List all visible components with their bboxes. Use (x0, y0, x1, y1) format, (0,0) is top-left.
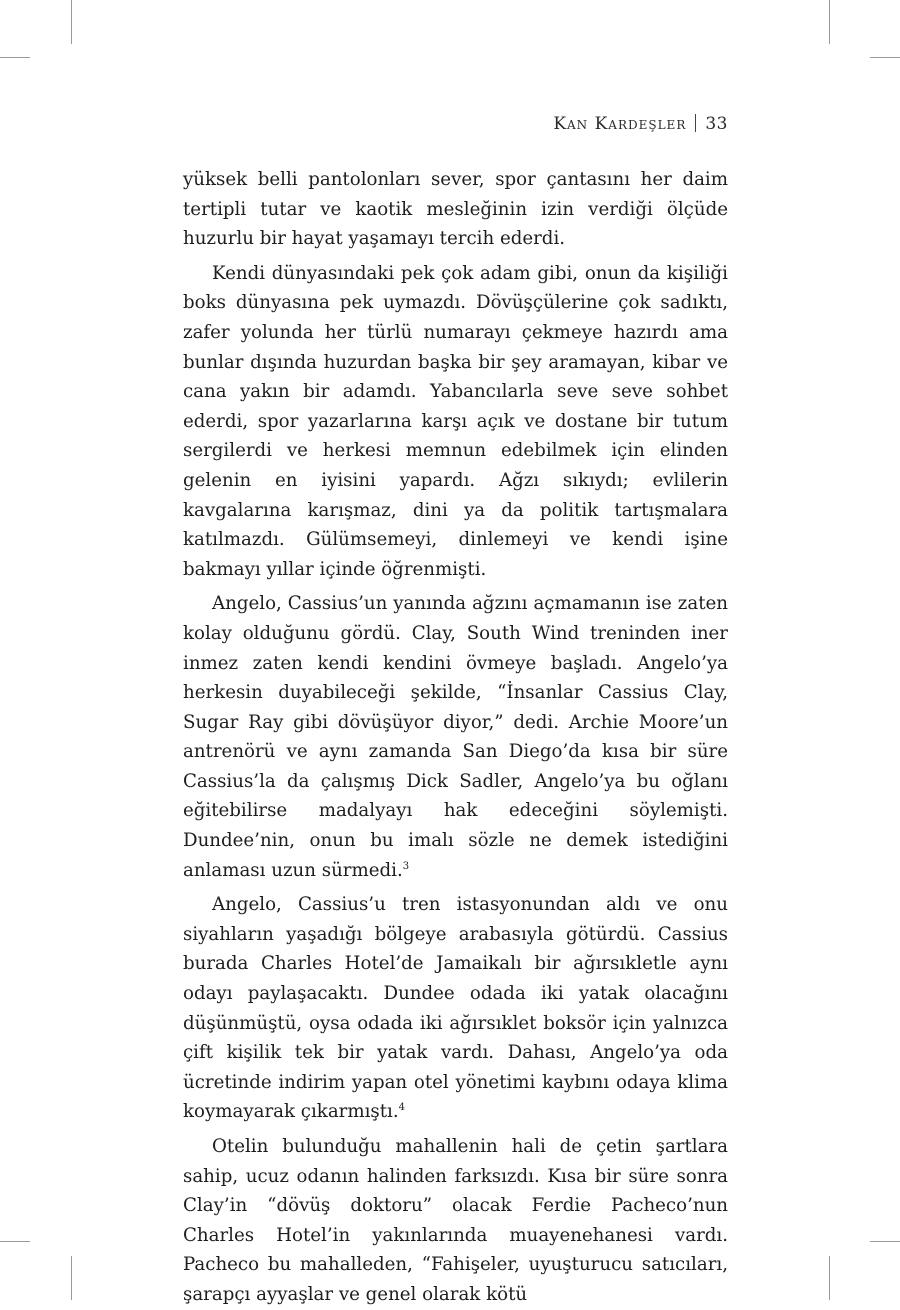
footnote-marker: 3 (402, 860, 410, 872)
paragraph-text: Angelo, Cassius’un yanında ağzını açmamanın ise zaten kolay olduğunu gördü. Clay, South Wind treninden iner inmez zaten kendi kendini övmeye başladı. Angelo’ya herkesin duyabileceği şekilde, “İnsanlar Cassius Clay, Sugar Ray gibi dövüşüyor diyor,” dedi. Archie Moore’un antrenörü ve aynı zamanda San Diego’da kısa bir süre Cassius’la da çalışmış Dick Sadler, Angelo’ya bu oğlanı eğitebilirse madalyayı hak edeceğini söylemişti. Dundee’nin, onun bu imalı sözle ne demek istediğini anlaması uzun sürmedi. (183, 593, 728, 881)
crop-mark-bottom-left (71, 1256, 72, 1300)
book-title: Kan Kardeşler (553, 114, 687, 134)
body-text (183, 165, 728, 1310)
crop-mark-right-bottom (870, 1241, 900, 1242)
footnote-marker: 4 (398, 1102, 406, 1114)
running-head (553, 114, 728, 134)
paragraph-text: Angelo, Cassius’u tren istasyonundan aldı ve onu siyahların yaşadığı bölgeye arabasıyla götürdü. Cassius burada Charles Hotel’de Jamaikalı bir ağırsıkletle aynı odayı paylaşacaktı. Dundee odada iki yatak olacağını düşünmüştü, oysa odada iki ağırsıklet boksör için yalnızca çift kişilik tek bir yatak vardı. Dahası, Angelo’ya oda ücretinde indirim yapan otel yönetimi kaybını odaya klima koymayarak çıkarmıştı. (183, 894, 728, 1123)
crop-mark-left-bottom (0, 1241, 30, 1242)
paragraph-4 (183, 890, 728, 1127)
crop-mark-top-left (71, 0, 72, 44)
crop-mark-right-top (870, 57, 900, 58)
crop-mark-left-top (0, 57, 30, 58)
paragraph-5 (183, 1132, 728, 1310)
page-number: 33 (705, 114, 728, 134)
paragraph-text: yüksek belli pantolonları sever, spor çantasını her daim tertipli tutar ve kaotik mesleğinin izin verdiği ölçüde huzurlu bir hayat yaşamayı tercih ederdi. (183, 169, 728, 250)
crop-mark-top-right (829, 0, 830, 44)
paragraph-text: Kendi dünyasındaki pek çok adam gibi, onun da kişiliği boks dünyasına pek uymazdı. Dövüşçülerine çok sadıktı, zafer yolunda her türlü numarayı çekmeye hazırdı ama bunlar dışında huzurdan başka bir şey aramayan, kibar ve cana yakın bir adamdı. Yabancılarla seve seve sohbet ederdi, spor yazarlarına karşı açık ve dostane bir tutum sergilerdi ve herkesi memnun edebilmek için elinden gelenin en iyisini yapardı. Ağzı sıkıydı; evlilerin kavgalarına karışmaz, dini ya da politik tartışmalara katılmazdı. Gülümsemeyi, dinlemeyi ve kendi işine bakmayı yıllar içinde öğrenmişti. (183, 262, 728, 580)
paragraph-1 (183, 165, 728, 254)
crop-mark-bottom-right (829, 1256, 830, 1300)
header-separator (695, 114, 696, 132)
paragraph-3 (183, 589, 728, 885)
paragraph-2 (183, 259, 728, 585)
paragraph-text: Otelin bulunduğu mahallenin hali de çetin şartlara sahip, ucuz odanın halinden farksızdı. Kısa bir süre sonra Clay’in “dövüş doktoru” olacak Ferdie Pacheco’nun Charles Hotel’in yakınlarında muayenehanesi vardı. Pacheco bu mahalleden, “Fahişeler, uyuşturucu satıcıları, şarapçı ayyaşlar ve genel olarak kötü (183, 1136, 728, 1305)
